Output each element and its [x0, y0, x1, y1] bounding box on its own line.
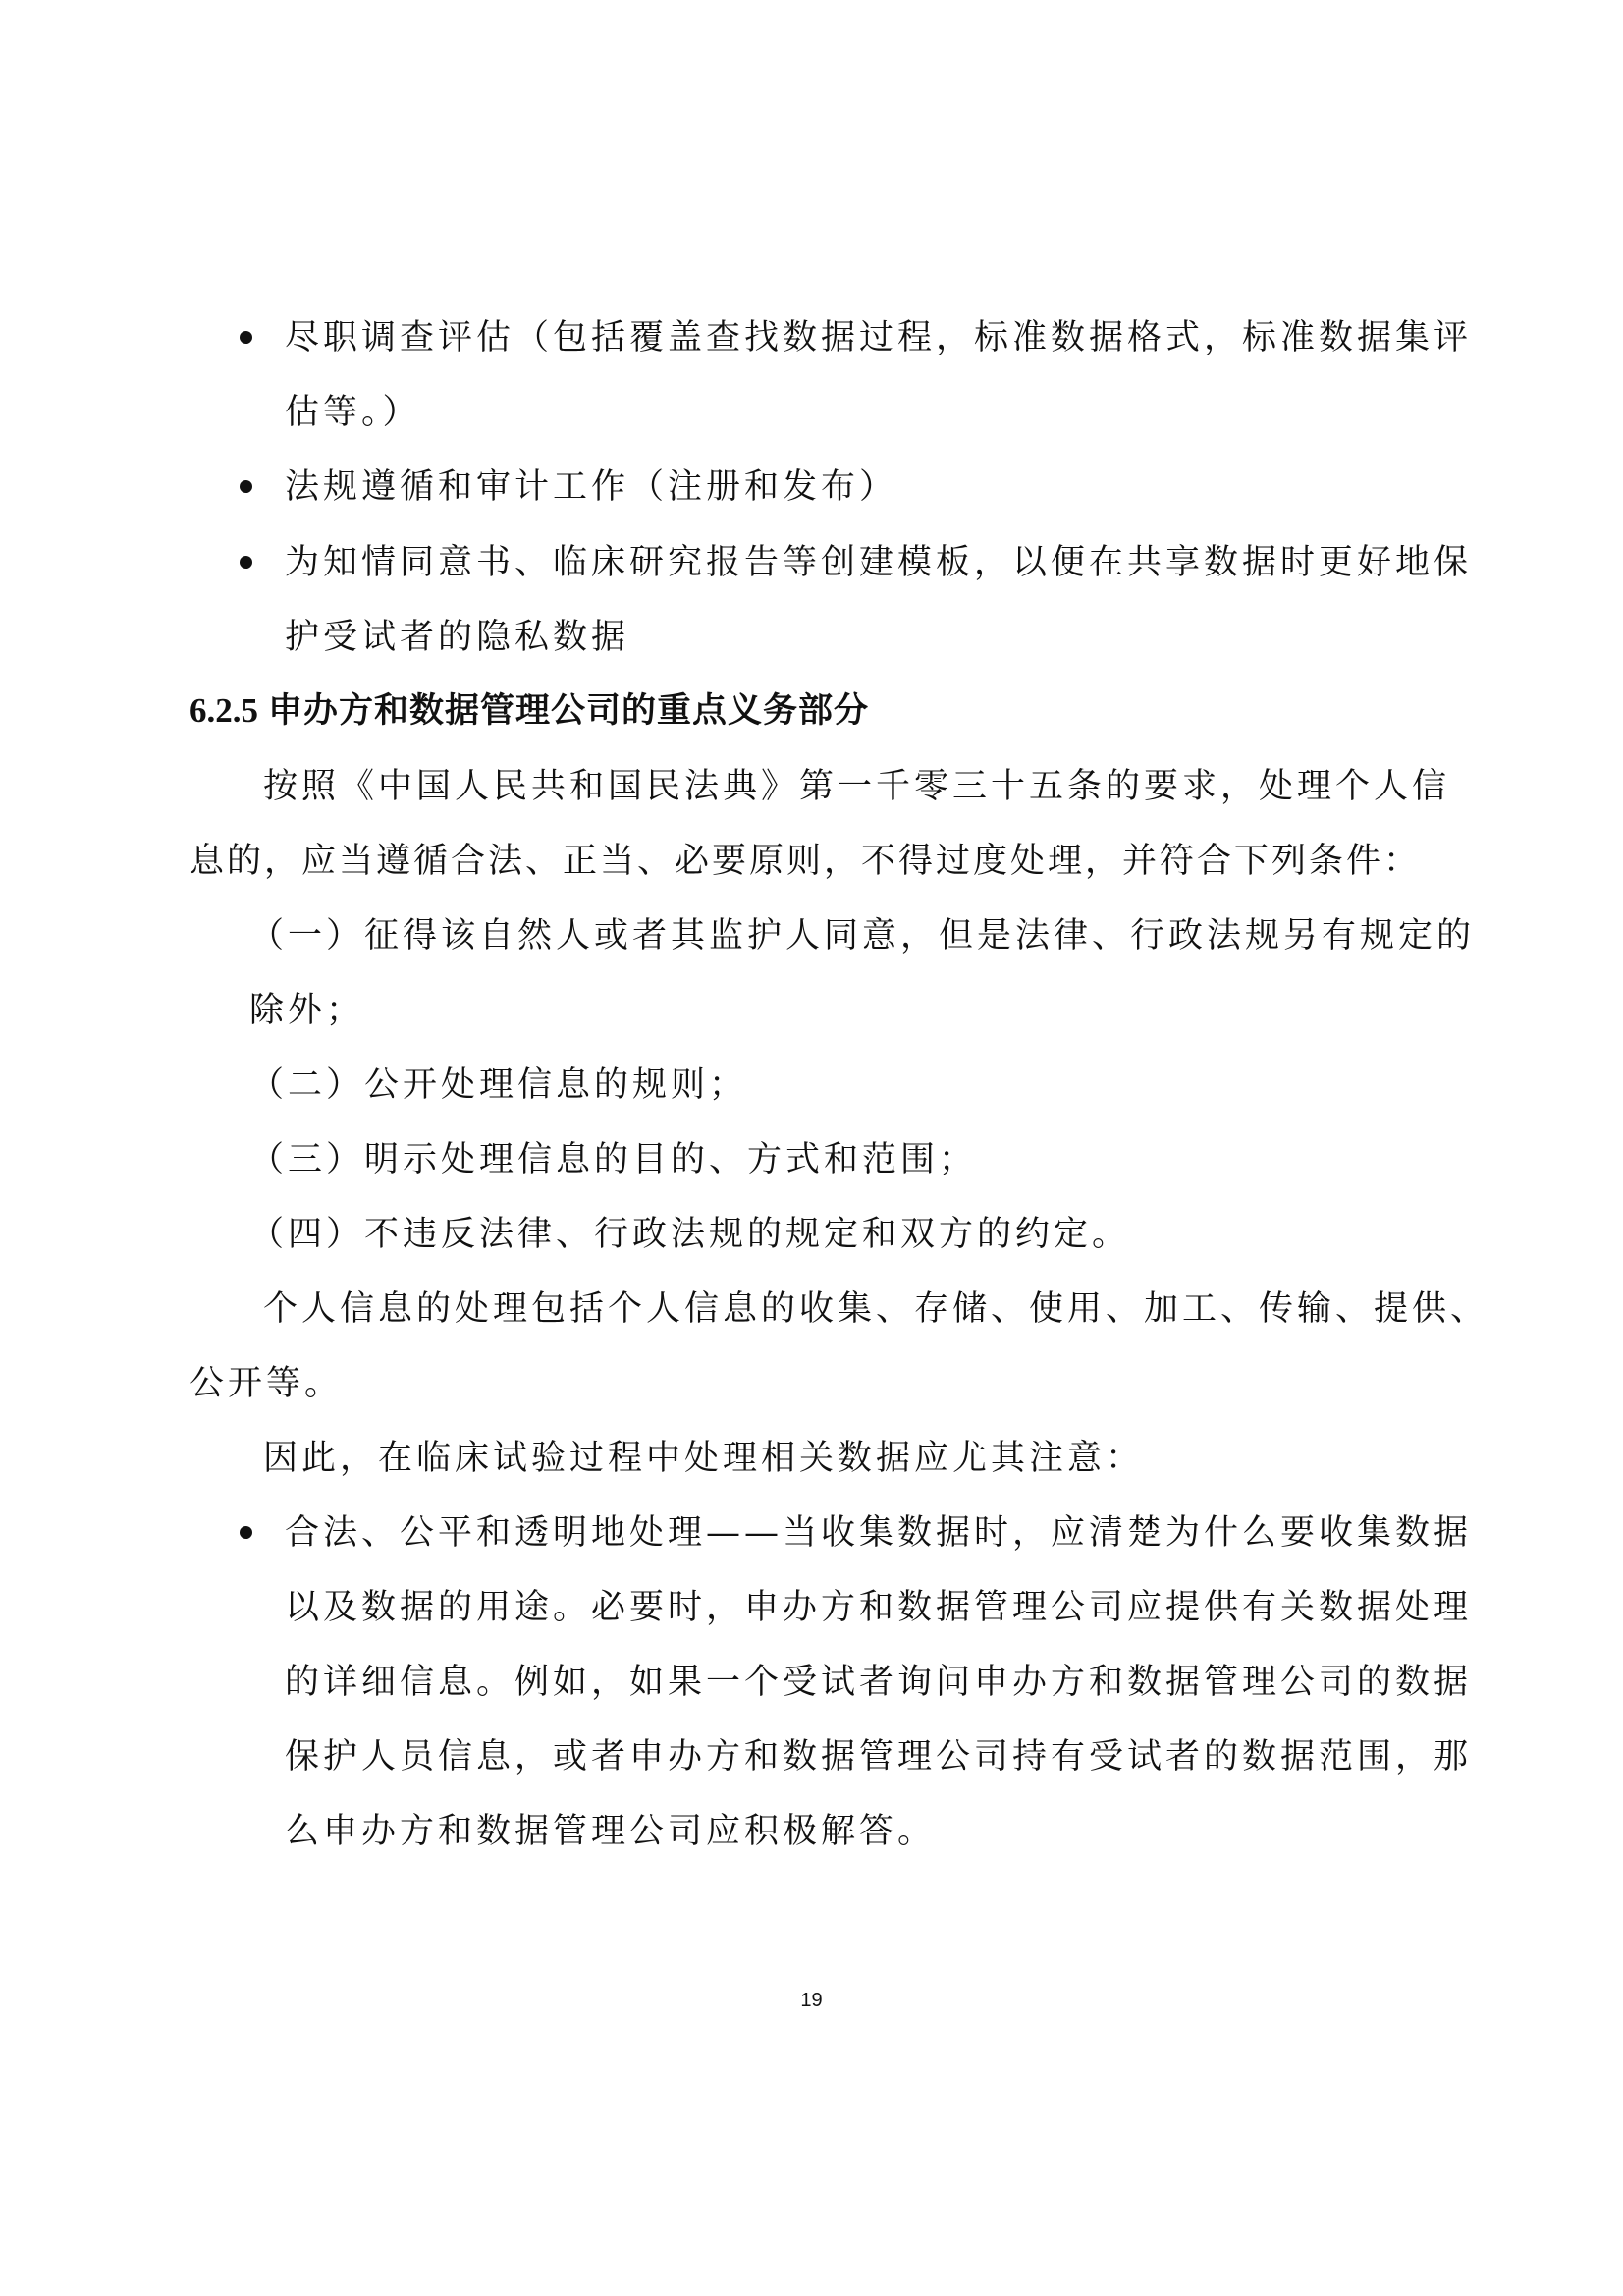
paragraph-line: 因此，在临床试验过程中处理相关数据应尤其注意： [263, 1439, 1145, 1478]
section-number: 6.2.5 [189, 691, 258, 730]
bullet-item-line: 的详细信息。例如，如果一个受试者询问申办方和数据管理公司的数据 [285, 1663, 1473, 1702]
condition-line: 除外； [249, 991, 365, 1030]
condition-line: （四）不违反法律、行政法规的规定和双方的约定。 [249, 1215, 1131, 1254]
paragraph-line: 个人信息的处理包括个人信息的收集、存储、使用、加工、传输、提供、 [263, 1289, 1489, 1329]
section-heading [189, 689, 869, 733]
paragraph-line: 按照《中国人民共和国民法典》第一千零三十五条的要求，处理个人信 [263, 767, 1451, 806]
bullet-item-line: 保护人员信息，或者申办方和数据管理公司持有受试者的数据范围，那 [285, 1737, 1473, 1777]
condition-line: （二）公开处理信息的规则； [249, 1066, 748, 1105]
bullet-item-line: 为知情同意书、临床研究报告等创建模板，以便在共享数据时更好地保 [285, 543, 1473, 582]
section-title: 申办方和数据管理公司的重点义务部分 [268, 690, 870, 731]
bullet-icon [240, 480, 252, 493]
bullet-item-line: 么申办方和数据管理公司应积极解答。 [285, 1812, 937, 1851]
bullet-icon [240, 1526, 252, 1539]
bullet-item-line: 护受试者的隐私数据 [285, 618, 630, 657]
bullet-item-line: 合法、公平和透明地处理——当收集数据时，应清楚为什么要收集数据 [285, 1513, 1473, 1553]
bullet-item-line: 以及数据的用途。必要时，申办方和数据管理公司应提供有关数据处理 [285, 1588, 1473, 1627]
bullet-icon [240, 331, 252, 344]
bullet-icon [240, 556, 252, 569]
page-number: 19 [800, 1990, 823, 2011]
condition-line: （三）明示处理信息的目的、方式和范围； [249, 1140, 978, 1179]
bullet-item-line: 尽职调查评估（包括覆盖查找数据过程，标准数据格式，标准数据集评 [285, 318, 1473, 357]
bullet-item-line: 估等。） [285, 393, 421, 432]
condition-line: （一）征得该自然人或者其监护人同意，但是法律、行政法规另有规定的 [249, 916, 1476, 956]
paragraph-line: 息的，应当遵循合法、正当、必要原则，不得过度处理，并符合下列条件： [189, 842, 1422, 881]
bullet-item-line: 法规遵循和审计工作（注册和发布） [285, 467, 898, 507]
paragraph-line: 公开等。 [189, 1364, 344, 1403]
